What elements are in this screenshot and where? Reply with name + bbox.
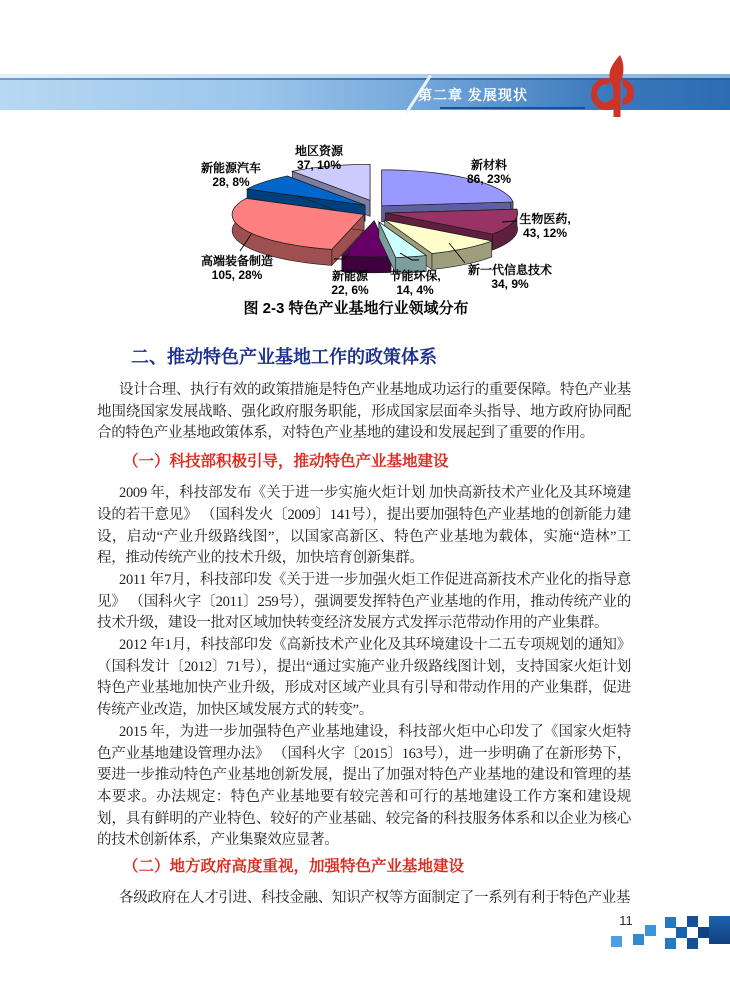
- paragraph-2011: 2011 年7月，科技部印发《关于进一步加强火炬工作促进高新技术产业化的指导意见》 （国科火字〔2011〕259号），强调要发挥特色产业基地的作用，推动传统产业的技术升级，建设一批对区域加快转变经济发展方式发挥示范带动作用的产业集群。: [97, 571, 631, 632]
- footer-mosaic-square: [698, 927, 709, 938]
- paragraph-2015: 2015 年，为进一步加强特色产业基地建设，科技部火炬中心印发了《国家火炬特色产业基地建设管理办法》 （国科火字〔2015〕163号），进一步明确了在新形势下，要进一步推动特色产业基地创新发展，提出了加强对特色产业基地的建设和管理的基本要求。办法规定：特色产业基地要有较完善和可行的基地建设工作方案和建设规划，具有鲜明的产业特色、较好的产业基础、较完备的科技服务体系和以企业为核心的技术创新体系，产业集聚效应显著。: [97, 723, 631, 849]
- pie-label-name: 新一代信息技术: [467, 263, 553, 277]
- paragraph-2009: 2009 年，科技部发布《关于进一步实施火炬计划 加快高新技术产业化及其环境建设的若干意见》 （国科发火〔2009〕141号），提出要加强特色产业基地的创新能力建设，启动“产业升级路线图”，以国家高新区、特色产业基地为载体，实施“造林”工程，推动传统产业的技术升级，加快培育创新集群。: [97, 485, 631, 567]
- subsection-heading-1: （一）科技部积极引导，推动特色产业基地建设: [123, 453, 449, 471]
- pie-label-value: 43, 12%: [522, 226, 568, 240]
- footer-mosaic-square: [645, 925, 656, 936]
- footer-mosaic-bar: [709, 916, 730, 944]
- pie-label-value: 34, 9%: [491, 277, 529, 291]
- pie-label-value: 86, 23%: [466, 172, 512, 186]
- page-content: [97, 345, 631, 910]
- pie-label-name: 新能源汽车: [200, 161, 262, 175]
- footer-mosaic-square: [687, 938, 698, 949]
- pie-label-name: 新材料: [470, 158, 508, 172]
- figure-caption: 图 2-3 特色产业基地行业领域分布: [243, 300, 469, 317]
- pie-label-value: 105, 28%: [211, 268, 263, 282]
- pie-label-name: 生物医药,: [519, 212, 571, 226]
- torch-logo-icon: [586, 54, 638, 118]
- footer-mosaic-square: [633, 934, 644, 945]
- pie-chart-svg: [0, 130, 730, 310]
- paragraph-local-gov: 各级政府在人才引进、科技金融、知识产权等方面制定了一系列有利于特色产业基: [119, 890, 631, 907]
- page-number: 11: [619, 913, 633, 928]
- pie-label-value: 22, 6%: [331, 283, 369, 297]
- figure-pie-chart: [0, 130, 730, 310]
- header-title-underline: [440, 107, 585, 109]
- paragraph-intro: 设计合理、执行有效的政策措施是特色产业基地成功运行的重要保障。特色产业基地围绕国家发展战略、强化政府服务职能，形成国家层面牵头指导、地方政府协同配合的特色产业基地政策体系，对特色产业基地的建设和发展起到了重要的作用。: [97, 382, 631, 442]
- pie-label-name: 高端装备制造: [200, 254, 274, 268]
- footer-mosaic-square: [665, 938, 676, 949]
- pie-label-value: 14, 4%: [396, 283, 434, 297]
- pie-label-name: 节能环保,: [389, 269, 441, 283]
- chapter-title: 第二章 发展现状: [418, 87, 528, 103]
- pie-label-name: 新能源: [331, 269, 369, 283]
- pie-label-value: 37, 10%: [296, 158, 342, 172]
- subsection-heading-2: （二）地方政府高度重视，加强特色产业基地建设: [123, 858, 465, 876]
- pie-label-name: 地区资源: [294, 144, 344, 158]
- footer-mosaic-square: [687, 916, 698, 927]
- footer-mosaic-square: [665, 917, 676, 928]
- footer-mosaic-square: [676, 927, 687, 938]
- paragraph-2012: 2012 年1月，科技部印发《高新技术产业化及其环境建设十二五专项规划的通知》（国科发计〔2012〕71号），提出“通过实施产业升级路线图计划，支持国家火炬计划特色产业基地加快产业升级，形成对区域产业具有引导和带动作用的产业集群，促进传统产业改造，加快区域发展方式的转变”。: [97, 637, 631, 719]
- section-heading: 二、推动特色产业基地工作的政策体系: [131, 347, 437, 367]
- pie-label-value: 28, 8%: [212, 175, 250, 189]
- footer-mosaic-square: [611, 936, 622, 947]
